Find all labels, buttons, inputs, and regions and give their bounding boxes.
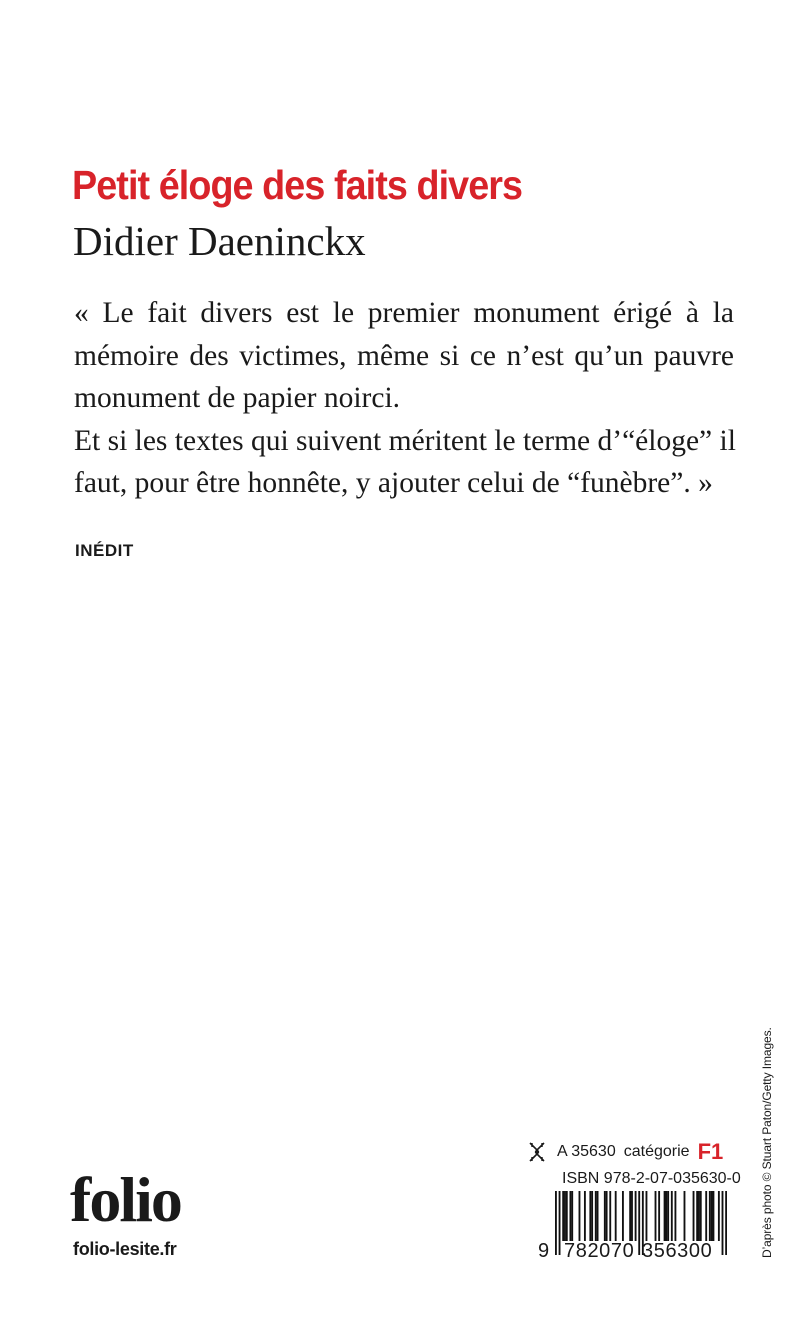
blurb-line: « Le fait divers est le premier monument érigé à la [74, 297, 734, 329]
barcode-lead-digit: 9 [538, 1240, 550, 1262]
barcode-bar [555, 1191, 557, 1255]
barcode-bar [664, 1191, 666, 1241]
barcode-bar [562, 1191, 564, 1241]
barcode-bar [579, 1191, 581, 1241]
barcode-bar [584, 1191, 586, 1241]
barcode-bar [604, 1191, 606, 1241]
barcode-bar [622, 1191, 624, 1241]
category-label: catégorie [623, 1143, 690, 1160]
isbn: ISBN 978-2-07-035630-0 [562, 1170, 741, 1187]
barcode-bar [591, 1191, 593, 1241]
barcode-bar [671, 1191, 673, 1241]
barcode-bar [709, 1191, 711, 1241]
barcode-bar [571, 1191, 573, 1241]
barcode-bar [667, 1191, 669, 1241]
barcode-bar [564, 1191, 566, 1241]
barcode-bar [725, 1191, 727, 1255]
barcode-bar [566, 1191, 568, 1241]
barcode-bar [665, 1191, 667, 1241]
folio-logo: folio [70, 1164, 181, 1235]
barcode-bar [711, 1191, 713, 1241]
book-author: Didier Daeninckx [73, 218, 366, 264]
barcode-bar [684, 1191, 686, 1241]
blurb-line: monument de papier noirci. [74, 382, 401, 414]
price-code: A 35630 [557, 1143, 616, 1160]
barcode-bar [646, 1191, 648, 1241]
barcode-bar [589, 1191, 591, 1241]
barcode-digits-right: 356300 [642, 1240, 713, 1262]
barcode-bar [674, 1191, 676, 1241]
book-title: Petit éloge des faits divers [72, 162, 523, 208]
barcode-bar [559, 1191, 561, 1255]
blurb [74, 292, 734, 505]
barcode-bar [615, 1191, 617, 1241]
blurb-line: Et si les textes qui suivent méritent le terme d’“éloge” il [74, 424, 736, 457]
barcode-bar [631, 1191, 633, 1241]
category-code: F1 [697, 1139, 724, 1164]
blurb-line: mémoire des victimes, même si ce n’est qu’un pauvre [74, 339, 734, 372]
barcode-bar [705, 1191, 707, 1241]
unpublished-label: INÉDIT [75, 541, 134, 560]
barcode-bar [693, 1191, 695, 1241]
barcode [538, 1191, 728, 1271]
pricing-row [527, 1140, 727, 1164]
barcode-bar [635, 1191, 637, 1241]
barcode-bar [658, 1191, 660, 1241]
barcode-bar [606, 1191, 608, 1241]
barcode-bar [595, 1191, 597, 1241]
barcode-bar [698, 1191, 700, 1241]
barcode-bar [696, 1191, 698, 1241]
barcode-bar [722, 1191, 724, 1255]
barcode-bar [629, 1191, 631, 1241]
gallimard-lamp-icon [527, 1141, 547, 1163]
publisher-website: folio-lesite.fr [73, 1239, 177, 1259]
barcode-bar [569, 1191, 571, 1241]
barcode-bar [655, 1191, 657, 1241]
barcode-bar [718, 1191, 720, 1241]
barcode-digits-left: 782070 [564, 1240, 635, 1262]
barcode-bar [597, 1191, 599, 1241]
blurb-line: faut, pour être honnête, y ajouter celui de “funèbre”. » [74, 467, 713, 499]
barcode-bar [700, 1191, 702, 1241]
barcode-bar [638, 1191, 640, 1255]
barcode-bar [609, 1191, 611, 1241]
barcode-bar [713, 1191, 715, 1241]
photo-credit: D’après photo © Stuart Paton/Getty Images. [760, 1027, 774, 1258]
